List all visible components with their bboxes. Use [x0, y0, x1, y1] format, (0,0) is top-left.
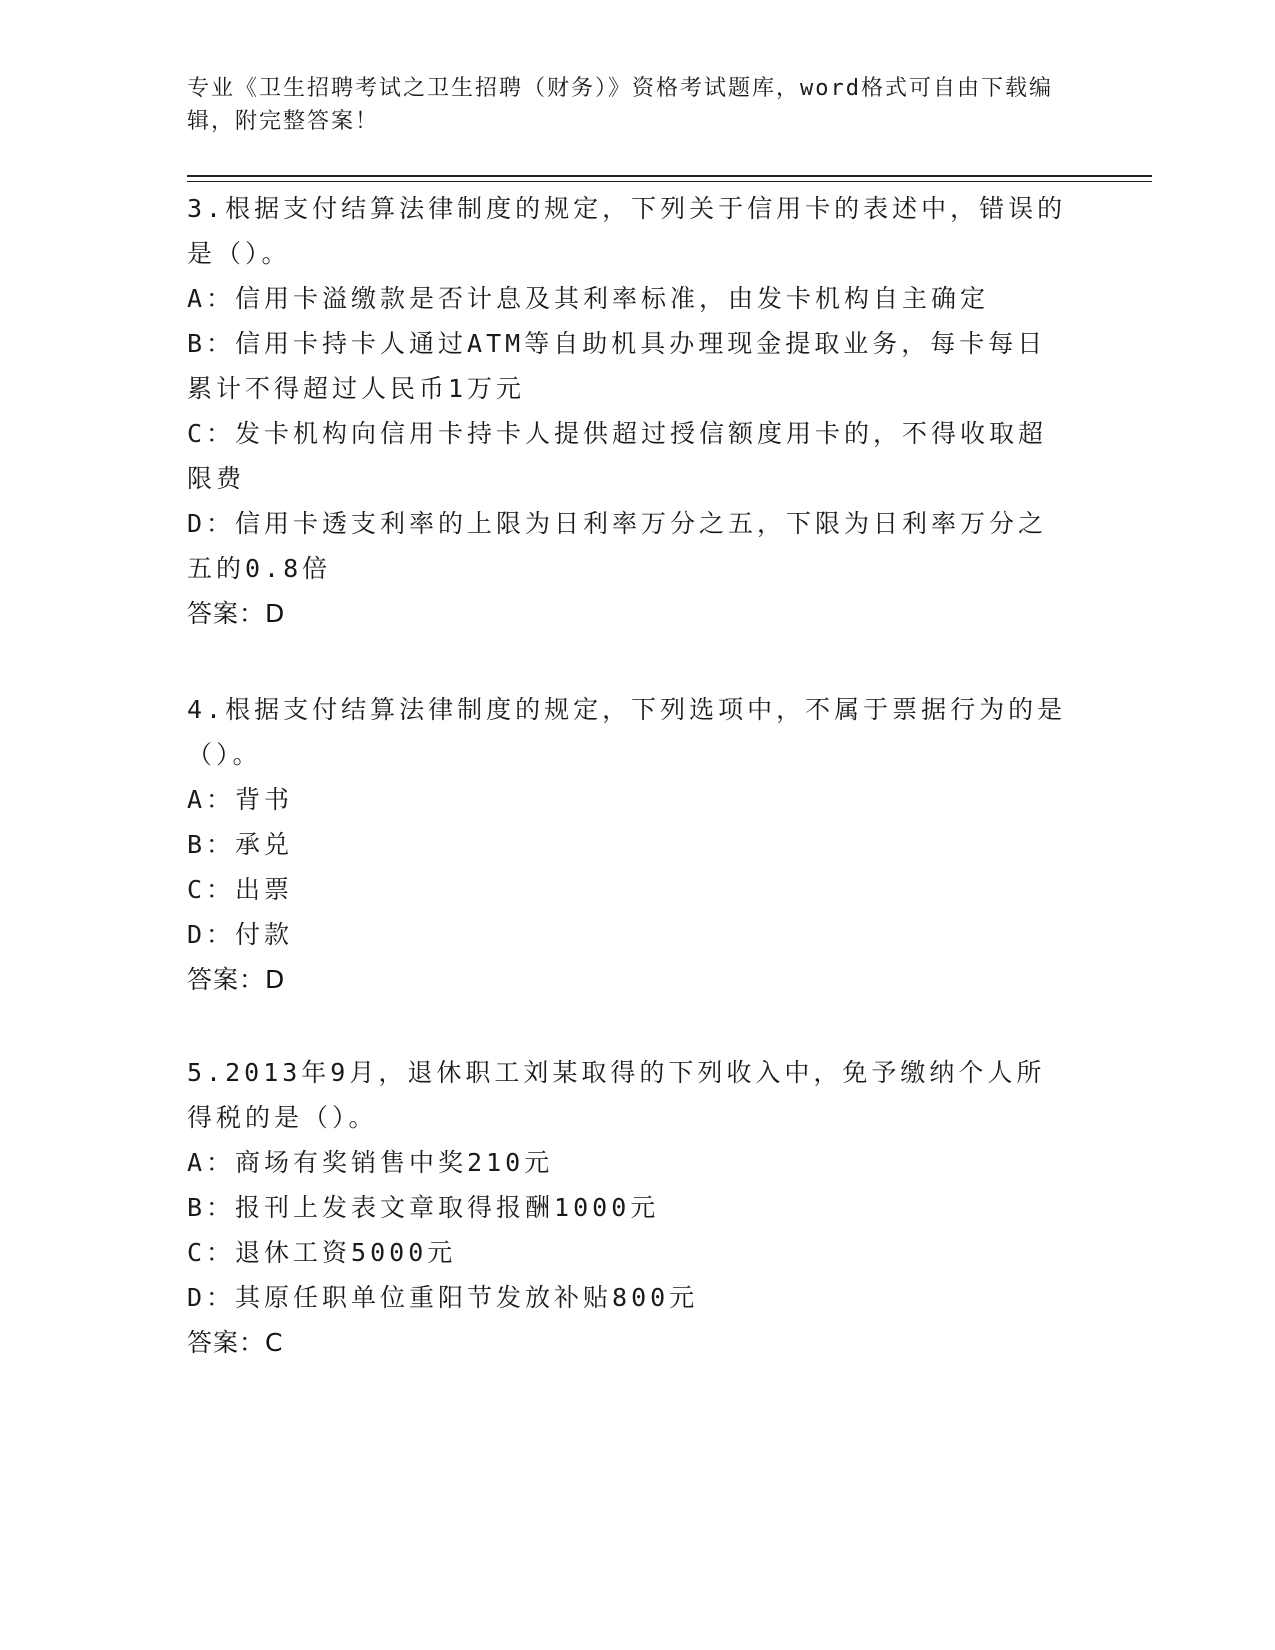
option-c: C：退休工资5000元	[187, 1238, 457, 1267]
option-d: D：信用卡透支利率的上限为日利率万分之五，下限为日利率万分之五的0.8倍	[187, 509, 1048, 583]
question-5	[187, 1050, 1067, 1366]
option-c: C：出票	[187, 875, 294, 904]
question-stem: 3.根据支付结算法律制度的规定，下列关于信用卡的表述中，错误的是（）。	[187, 194, 1067, 268]
question-3	[187, 186, 1067, 637]
option-a: A：信用卡溢缴款是否计息及其利率标准，由发卡机构自主确定	[187, 284, 990, 313]
header-divider-thin	[187, 181, 1152, 182]
answer-label: 答案：D	[187, 965, 286, 994]
option-a: A：背书	[187, 785, 294, 814]
question-4	[187, 687, 1067, 1003]
option-b: B：承兑	[187, 830, 294, 859]
answer-label: 答案：C	[187, 1328, 284, 1357]
question-stem: 5.2013年9月，退休职工刘某取得的下列收入中，免予缴纳个人所得税的是（）。	[187, 1058, 1046, 1132]
question-stem: 4.根据支付结算法律制度的规定，下列选项中，不属于票据行为的是（）。	[187, 695, 1067, 769]
option-b: B：信用卡持卡人通过ATM等自助机具办理现金提取业务，每卡每日累计不得超过人民币1万元	[187, 329, 1047, 403]
option-d: D：其原任职单位重阳节发放补贴800元	[187, 1283, 699, 1312]
option-b: B：报刊上发表文章取得报酬1000元	[187, 1193, 660, 1222]
document-header: 专业《卫生招聘考试之卫生招聘（财务）》资格考试题库，word格式可自由下载编辑，附完整答案！	[187, 76, 1053, 134]
option-c: C：发卡机构向信用卡持卡人提供超过授信额度用卡的，不得收取超限费	[187, 419, 1048, 493]
option-a: A：商场有奖销售中奖210元	[187, 1148, 554, 1177]
header-divider-thick	[187, 175, 1152, 177]
option-d: D：付款	[187, 920, 294, 949]
answer-label: 答案：D	[187, 599, 286, 628]
